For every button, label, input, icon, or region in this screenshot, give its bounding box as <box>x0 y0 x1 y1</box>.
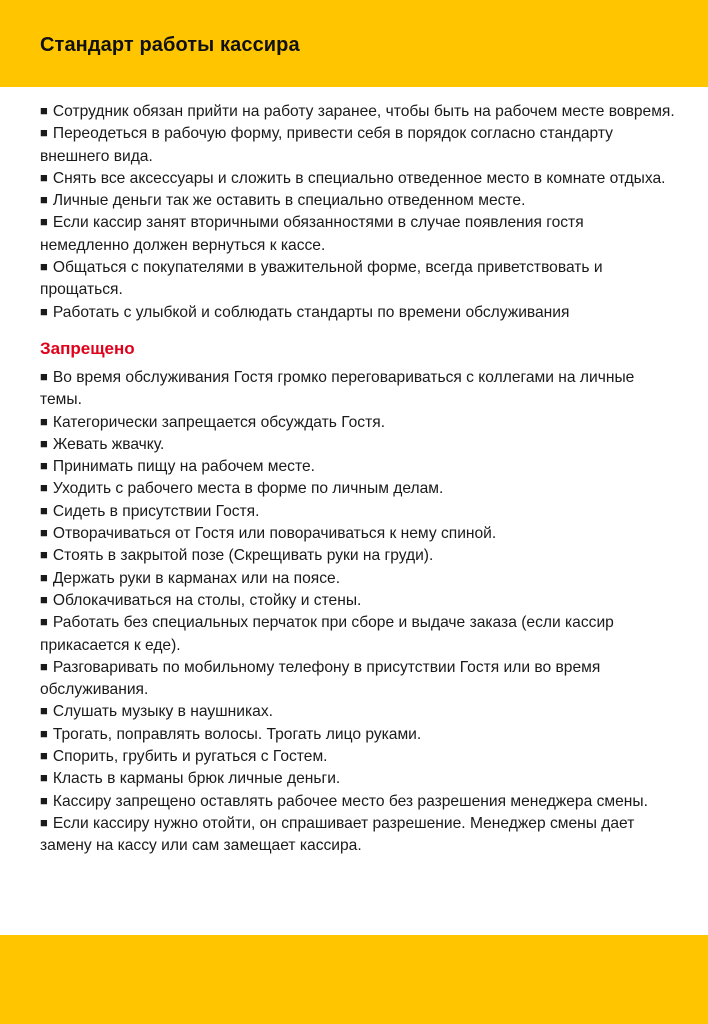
list-item-text: Слушать музыку в наушниках. <box>52 703 273 721</box>
square-bullet-icon: ■ <box>40 770 48 786</box>
square-bullet-icon: ■ <box>40 435 48 451</box>
list-item <box>40 123 676 168</box>
square-bullet-icon: ■ <box>40 525 48 541</box>
list-item-text: Общаться с покупателями в уважительной форме, всегда приветствовать и прощаться. <box>40 259 603 299</box>
square-bullet-icon: ■ <box>40 480 48 496</box>
list-item <box>40 768 676 790</box>
list-item-text: Во время обслуживания Гостя громко переговариваться с коллегами на личные темы. <box>40 368 635 409</box>
list-item <box>40 190 676 212</box>
list-item-text: Переодеться в рабочую форму, привести себя в порядок согласно стандарту внешнего вида. <box>40 125 613 165</box>
square-bullet-icon: ■ <box>40 303 48 319</box>
footer-band <box>0 935 708 1024</box>
list-item-text: Работать без специальных перчаток при сборе и выдаче заказа (если кассир прикасается к еде). <box>40 614 614 654</box>
list-item <box>40 612 676 657</box>
square-bullet-icon: ■ <box>40 614 48 630</box>
square-bullet-icon: ■ <box>40 658 48 674</box>
document-body <box>40 101 676 858</box>
list-item-text: Разговаривать по мобильному телефону в присутствии Гостя или во время обслуживания. <box>40 658 601 699</box>
square-bullet-icon: ■ <box>40 214 48 230</box>
list-item <box>40 456 676 478</box>
square-bullet-icon: ■ <box>40 748 48 764</box>
list-item <box>40 701 676 723</box>
list-item-text: Если кассиру нужно отойти, он спрашивает разрешение. Менеджер смены дает замену на кассу или сам замещает кассира. <box>40 814 635 855</box>
square-bullet-icon: ■ <box>40 125 48 141</box>
square-bullet-icon: ■ <box>40 458 48 474</box>
square-bullet-icon: ■ <box>40 569 48 585</box>
list-item <box>40 168 676 190</box>
square-bullet-icon: ■ <box>40 703 48 719</box>
list-item-text: Работать с улыбкой и соблюдать стандарты по времени обслуживания <box>52 303 570 321</box>
square-bullet-icon: ■ <box>40 413 48 429</box>
list-item <box>40 657 676 702</box>
square-bullet-icon: ■ <box>40 725 48 741</box>
prohibited-heading: Запрещено <box>40 338 135 358</box>
list-item-text: Принимать пищу на рабочем месте. <box>52 458 315 476</box>
square-bullet-icon: ■ <box>40 103 48 118</box>
list-item <box>40 434 676 456</box>
list-item-text: Жевать жвачку. <box>52 435 165 453</box>
list-item <box>40 367 676 412</box>
square-bullet-icon: ■ <box>40 792 48 808</box>
list-item-text: Личные деньги так же оставить в специально отведенном месте. <box>52 192 526 210</box>
list-item-text: Трогать, поправлять волосы. Трогать лицо руками. <box>52 725 422 743</box>
prohibited-list <box>40 367 676 858</box>
list-item-text: Если кассир занят вторичными обязанностями в случае появления гостя немедленно должен вернуться к кассе. <box>40 214 584 254</box>
list-item <box>40 212 676 257</box>
list-item <box>40 813 676 858</box>
list-item <box>40 545 676 567</box>
list-item <box>40 746 676 768</box>
duties-list <box>40 101 676 324</box>
list-item-text: Сотрудник обязан прийти на работу заранее, чтобы быть на рабочем месте вовремя. <box>52 103 675 120</box>
page-title: Стандарт работы кассира <box>40 34 300 56</box>
header-band <box>0 0 708 87</box>
list-item <box>40 791 676 813</box>
square-bullet-icon: ■ <box>40 591 48 607</box>
list-item-text: Спорить, грубить и ругаться с Гостем. <box>52 748 328 766</box>
list-item <box>40 568 676 590</box>
list-item-text: Отворачиваться от Гостя или поворачиваться к нему спиной. <box>52 525 497 543</box>
list-item <box>40 302 676 324</box>
list-item <box>40 257 676 302</box>
list-item <box>40 724 676 746</box>
square-bullet-icon: ■ <box>40 502 48 518</box>
list-item <box>40 501 676 523</box>
list-item <box>40 590 676 612</box>
square-bullet-icon: ■ <box>40 169 48 185</box>
list-item <box>40 478 676 500</box>
list-item-text: Держать руки в карманах или на поясе. <box>52 569 341 587</box>
square-bullet-icon: ■ <box>40 368 48 384</box>
list-item <box>40 101 676 123</box>
list-item <box>40 523 676 545</box>
list-item-text: Категорически запрещается обсуждать Гостя. <box>52 413 386 431</box>
square-bullet-icon: ■ <box>40 547 48 563</box>
list-item-text: Уходить с рабочего места в форме по личным делам. <box>52 480 444 498</box>
square-bullet-icon: ■ <box>40 192 48 208</box>
list-item-text: Облокачиваться на столы, стойку и стены. <box>52 591 362 609</box>
list-item <box>40 412 676 434</box>
list-item-text: Сидеть в присутствии Гостя. <box>52 502 260 520</box>
list-item-text: Класть в карманы брюк личные деньги. <box>52 770 341 788</box>
list-item-text: Кассиру запрещено оставлять рабочее место без разрешения менеджера смены. <box>52 792 648 810</box>
list-item-text: Снять все аксессуары и сложить в специально отведенное место в комнате отдыха. <box>52 169 666 187</box>
list-item-text: Стоять в закрытой позе (Скрещивать руки на груди). <box>52 547 434 565</box>
square-bullet-icon: ■ <box>40 814 48 830</box>
square-bullet-icon: ■ <box>40 259 48 275</box>
